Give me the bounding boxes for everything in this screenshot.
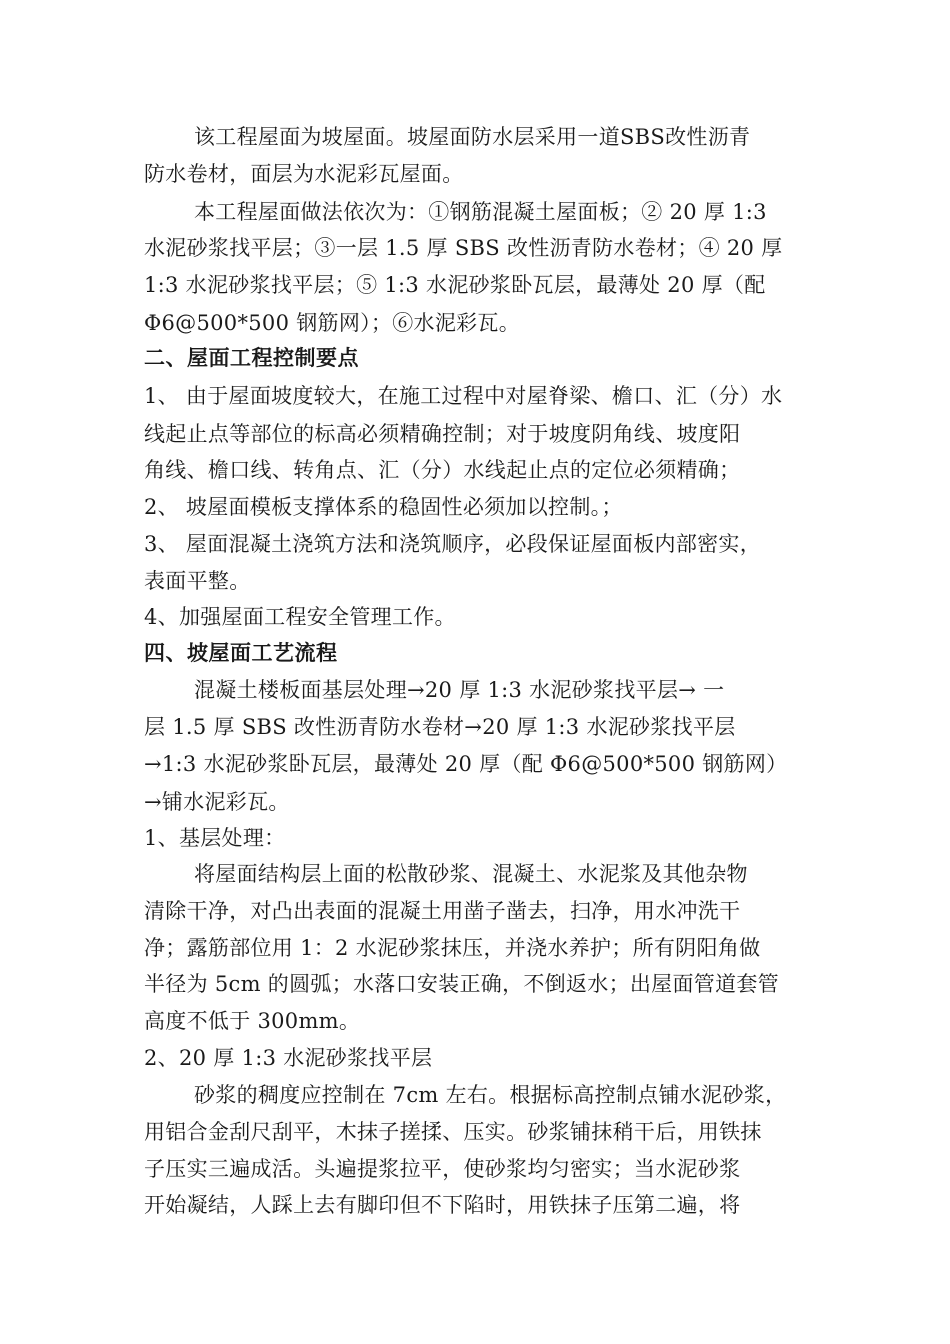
paragraph-line: 层 1.5 厚 SBS 改性沥青防水卷材→20 厚 1:3 水泥砂浆找平层 <box>144 715 736 739</box>
paragraph-line: 子压实三遍成活。头遍提浆拉平，使砂浆均匀密实；当水泥砂浆 <box>144 1157 741 1181</box>
paragraph-line: 开始凝结，人踩上去有脚印但不下陷时，用铁抹子压第二遍，将 <box>144 1193 741 1217</box>
paragraph-line: 用铝合金刮尺刮平，木抹子搓揉、压实。砂浆铺抹稍干后，用铁抹 <box>144 1120 762 1144</box>
paragraph-line: 本工程屋面做法依次为：①钢筋混凝土屋面板；② 20 厚 1:3 <box>194 200 767 224</box>
paragraph-line: 高度不低于 300mm。 <box>144 1009 361 1033</box>
paragraph-line: 将屋面结构层上面的松散砂浆、混凝土、水泥浆及其他杂物 <box>194 862 748 886</box>
paragraph-line: 2、 坡屋面模板支撑体系的稳固性必须加以控制。； <box>144 495 623 519</box>
paragraph-line: 净；露筋部位用 1：2 水泥砂浆抹压，并浇水养护；所有阴阳角做 <box>144 936 761 960</box>
subsection-heading: 1、基层处理： <box>144 826 286 850</box>
paragraph-line: 角线、檐口线、转角点、汇（分）水线起止点的定位必须精确； <box>144 458 741 482</box>
paragraph-line: →铺水泥彩瓦。 <box>144 790 290 814</box>
paragraph-line: 表面平整。 <box>144 569 251 593</box>
paragraph-line: 3、 屋面混凝土浇筑方法和浇筑顺序，必段保证屋面板内部密实， <box>144 532 762 556</box>
section-heading: 四、坡屋面工艺流程 <box>144 641 338 665</box>
paragraph-line: 1:3 水泥砂浆找平层；⑤ 1:3 水泥砂浆卧瓦层，最薄处 20 厚（配 <box>144 273 766 297</box>
paragraph-line: 半径为 5cm 的圆弧；水落口安装正确，不倒返水；出屋面管道套管 <box>144 972 779 996</box>
section-heading: 二、屋面工程控制要点 <box>144 346 359 370</box>
paragraph-line: 水泥砂浆找平层；③一层 1.5 厚 SBS 改性沥青防水卷材；④ 20 厚 <box>144 236 783 260</box>
paragraph-line: 1、 由于屋面坡度较大，在施工过程中对屋脊梁、檐口、汇（分）水 <box>144 384 783 408</box>
paragraph-line: 4、加强屋面工程安全管理工作。 <box>144 605 456 629</box>
subsection-heading: 2、20 厚 1:3 水泥砂浆找平层 <box>144 1046 433 1070</box>
paragraph-line: 清除干净，对凸出表面的混凝土用凿子凿去，扫净，用水冲洗干 <box>144 899 741 923</box>
paragraph-line: →1:3 水泥砂浆卧瓦层，最薄处 20 厚（配 Φ6@500*500 钢筋网） <box>144 752 788 776</box>
paragraph-line: 防水卷材，面层为水泥彩瓦屋面。 <box>144 162 464 186</box>
paragraph-line: 该工程屋面为坡屋面。坡屋面防水层采用一道SBS改性沥青 <box>194 125 751 149</box>
paragraph-line: 线起止点等部位的标高必须精确控制；对于坡度阴角线、坡度阳 <box>144 422 741 446</box>
paragraph-line: 砂浆的稠度应控制在 7cm 左右。根据标高控制点铺水泥砂浆， <box>194 1083 787 1107</box>
paragraph-line: Φ6@500*500 钢筋网）；⑥水泥彩瓦。 <box>144 311 521 335</box>
paragraph-line: 混凝土楼板面基层处理→20 厚 1:3 水泥砂浆找平层→ 一 <box>194 678 725 702</box>
